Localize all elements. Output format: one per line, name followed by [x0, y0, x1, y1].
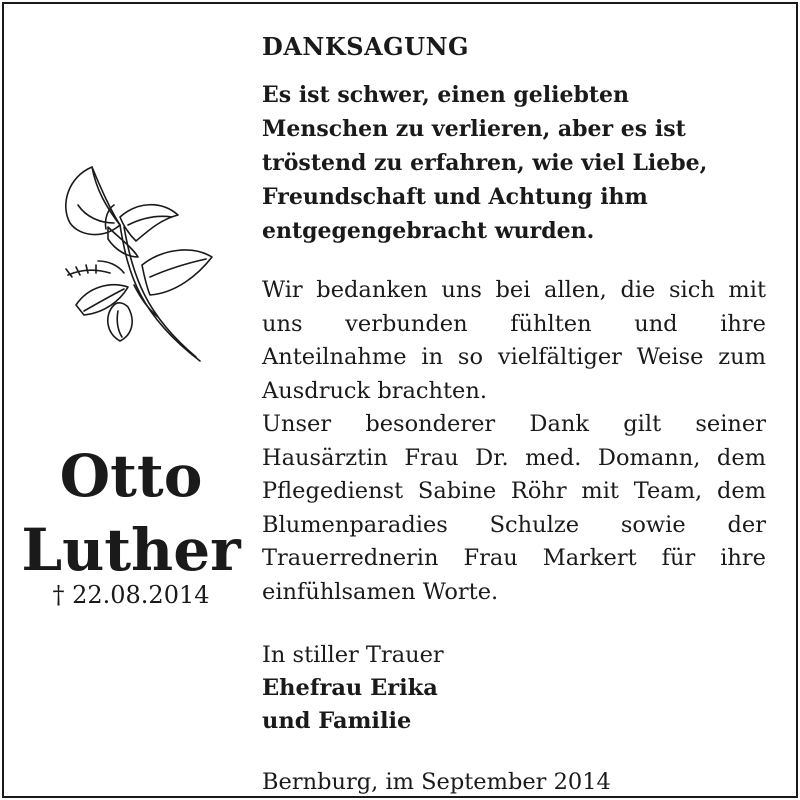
death-date: † 22.08.2014 [52, 581, 210, 609]
thanks-paragraph-general: Wir bedanken uns bei allen, die sich mit uns verbunden fühlten und ihre Anteilnahme in so vielfältiger Weise zum Ausdruck brachten. [262, 277, 766, 404]
thanks-paragraph-special: Unser besonderer Dank gilt seiner Hausärztin Frau Dr. med. Domann, dem Pflegedienst Sabine Röhr mit Team, dem Blumenparadies Schulze sowie der Trauerrednerin Frau Markert für ihre einfühlsamen Worte. [262, 411, 766, 605]
quote-line: entgegengebracht wurden. [262, 218, 595, 244]
notice-heading: DANKSAGUNG [262, 32, 470, 61]
signer-line: Ehefrau Erika [262, 675, 438, 701]
quote-line: Es ist schwer, einen geliebten [262, 82, 630, 108]
closing-intro: In stiller Trauer [262, 642, 444, 668]
right-column [262, 30, 766, 799]
quote-line: tröstend zu erfahren, wie viel Liebe, [262, 150, 708, 176]
place-date: Bernburg, im September 2014 [262, 769, 611, 795]
deceased-last-name: Luther [21, 516, 241, 584]
deceased-first-name: Otto [59, 442, 203, 510]
quote-line: Menschen zu verlieren, aber es ist [262, 116, 686, 142]
quote-block [262, 78, 766, 248]
left-column [0, 0, 252, 796]
quote-line: Freundschaft und Achtung ihm [262, 184, 648, 210]
calla-lily-icon [58, 165, 218, 365]
thanks-text [262, 274, 766, 609]
signer-line: und Familie [262, 708, 412, 734]
closing-block [262, 639, 766, 738]
